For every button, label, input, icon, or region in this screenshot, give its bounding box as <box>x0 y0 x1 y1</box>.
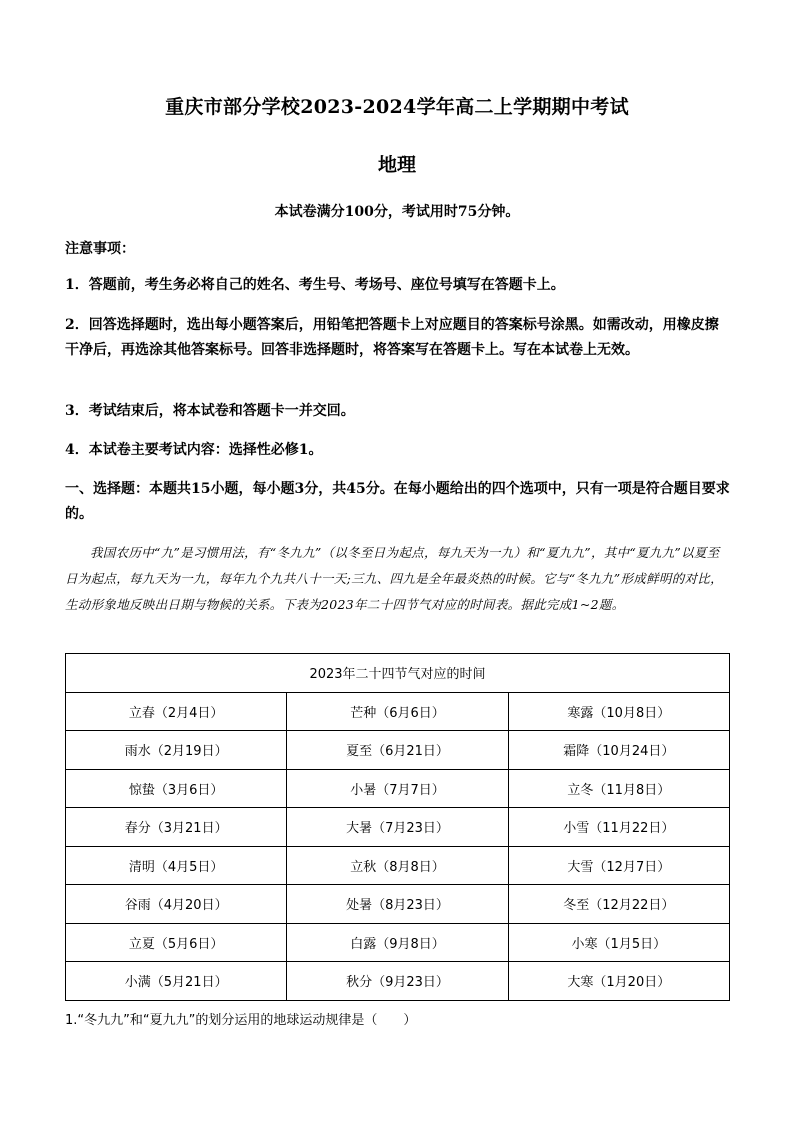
table-cell: 惊蛰（3月6日） <box>66 769 287 808</box>
table-cell: 立春（2月4日） <box>66 692 287 731</box>
table-cell: 夏至（6月21日） <box>287 731 508 770</box>
table-caption-row <box>66 654 730 693</box>
table-cell: 白露（9月8日） <box>287 923 508 962</box>
table-row <box>66 923 730 962</box>
notes-heading: 注意事项： <box>65 241 135 257</box>
table-cell: 小满（5月21日） <box>66 962 287 1001</box>
table-cell: 小暑（7月7日） <box>287 769 508 808</box>
exam-title: 重庆市部分学校2023-2024学年高二上学期期中考试 <box>165 96 629 118</box>
table-cell: 冬至（12月22日） <box>508 885 729 924</box>
table-row <box>66 731 730 770</box>
table-cell: 霜降（10月24日） <box>508 731 729 770</box>
reading-passage: 我国农历中“九”是习惯用法，有“冬九九”（以冬至日为起点，每九天为一九）和“夏九九”，其中“夏九九”以夏至日为起点，每九天为一九，每年九个九共八十一天;三九、四九是全年最炎热的时候。它与“冬九九”形成鲜明的对比，生动形象地反映出日期与物候的关系。下表为2023年二十四节气对应的时间表。据此完成1~2题。 <box>65 545 723 612</box>
table-cell: 雨水（2月19日） <box>66 731 287 770</box>
table-cell: 寒露（10月8日） <box>508 692 729 731</box>
solar-terms-table <box>65 653 730 1001</box>
table-cell: 处暑（8月23日） <box>287 885 508 924</box>
table-caption: 2023年二十四节气对应的时间 <box>66 654 730 693</box>
note-item: 4．本试卷主要考试内容：选择性必修1。 <box>65 442 323 458</box>
table-cell: 春分（3月21日） <box>66 808 287 847</box>
subject-title: 地理 <box>377 154 416 176</box>
table-cell: 立冬（11月8日） <box>508 769 729 808</box>
section-heading: 一、选择题：本题共15小题，每小题3分，共45分。在每小题给出的四个选项中，只有一项是符合题目要求的。 <box>65 481 730 522</box>
table-cell: 谷雨（4月20日） <box>66 885 287 924</box>
exam-meta: 本试卷满分100分，考试用时75分钟。 <box>274 204 520 220</box>
table-cell: 大暑（7月23日） <box>287 808 508 847</box>
table-cell: 秋分（9月23日） <box>287 962 508 1001</box>
note-item: 1．答题前，考生务必将自己的姓名、考生号、考场号、座位号填写在答题卡上。 <box>65 277 565 293</box>
table-cell: 小雪（11月22日） <box>508 808 729 847</box>
note-item: 3．考试结束后，将本试卷和答题卡一并交回。 <box>65 403 355 419</box>
table-row <box>66 962 730 1001</box>
table-cell: 清明（4月5日） <box>66 846 287 885</box>
table-cell: 芒种（6月6日） <box>287 692 508 731</box>
table-cell: 大寒（1月20日） <box>508 962 729 1001</box>
table-row <box>66 846 730 885</box>
table-row <box>66 769 730 808</box>
table-cell: 小寒（1月5日） <box>508 923 729 962</box>
table-cell: 立秋（8月8日） <box>287 846 508 885</box>
table-cell: 立夏（5月6日） <box>66 923 287 962</box>
table-row <box>66 808 730 847</box>
note-item: 2．回答选择题时，选出每小题答案后，用铅笔把答题卡上对应题目的答案标号涂黑。如需改动，用橡皮擦干净后，再选涂其他答案标号。回答非选择题时，将答案写在答题卡上。写在本试卷上无效。 <box>65 317 719 358</box>
question-1: 1.“冬九九”和“夏九九”的划分运用的地球运动规律是（ ） <box>65 1013 417 1028</box>
table-row <box>66 692 730 731</box>
table-cell: 大雪（12月7日） <box>508 846 729 885</box>
table-row <box>66 885 730 924</box>
